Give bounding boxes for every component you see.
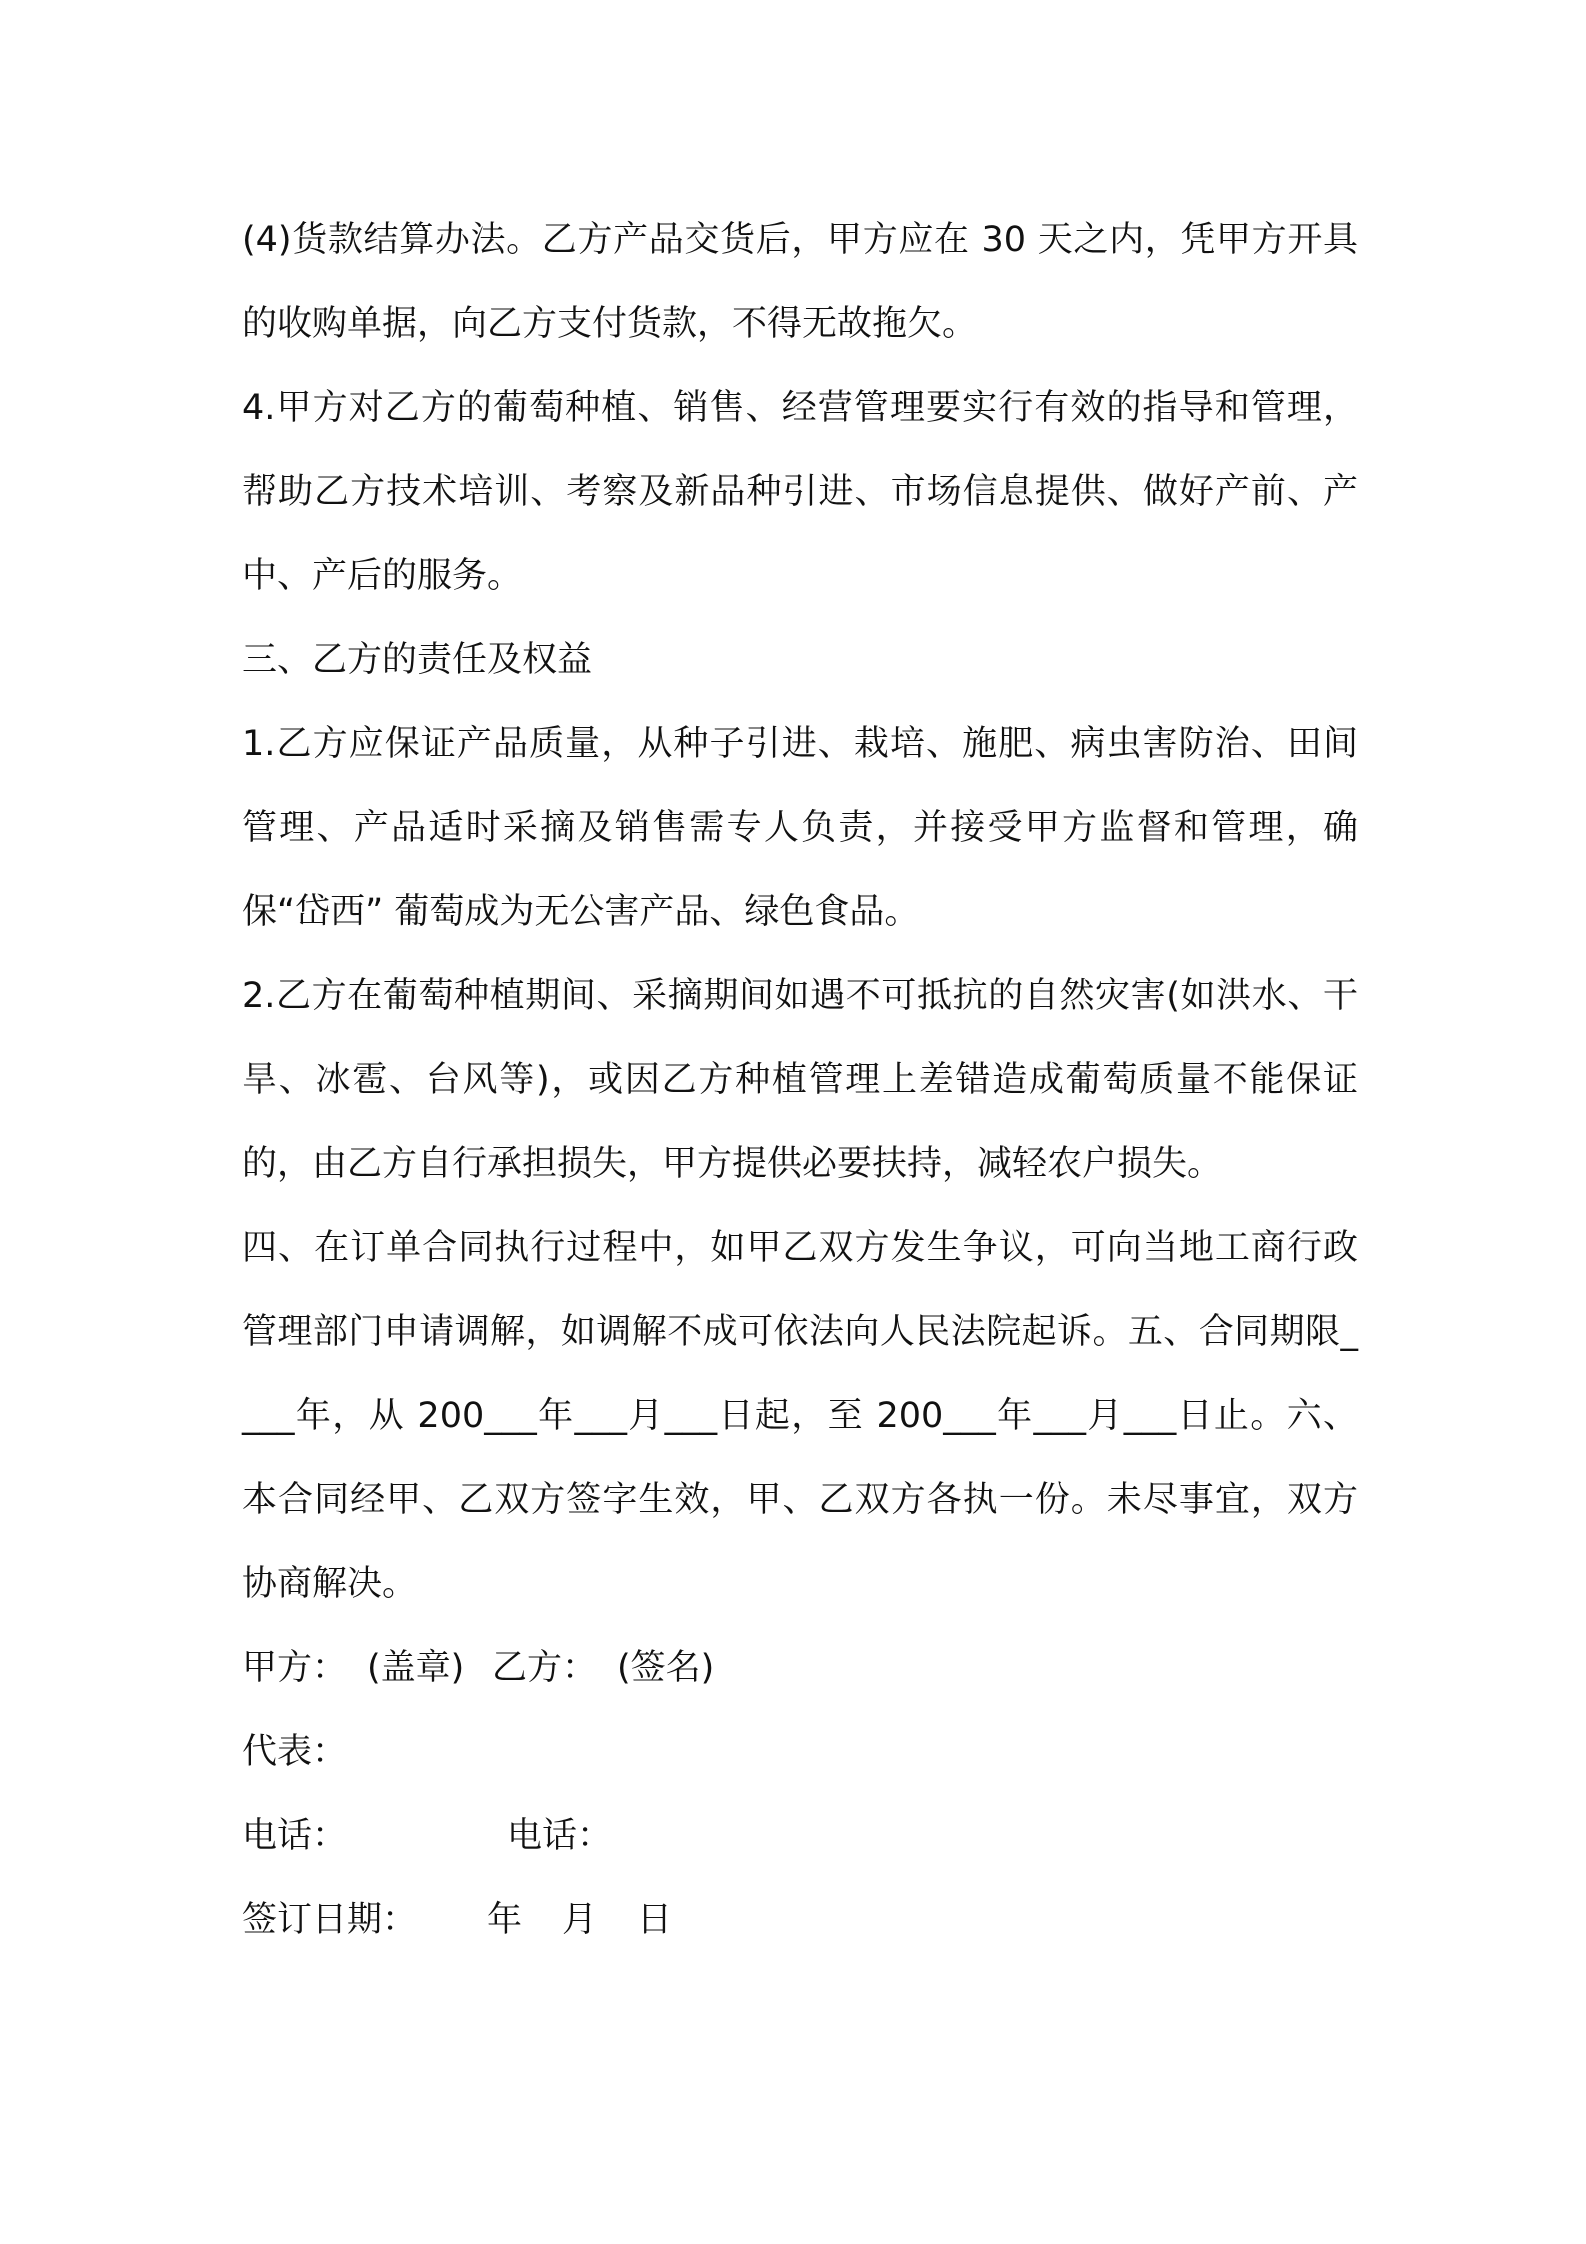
phone-line	[242, 1794, 1358, 1878]
signing-date-label: 签订日期：	[242, 1900, 418, 1940]
party-a-seal: (盖章)	[367, 1648, 465, 1688]
phone-label-b: 电话：	[507, 1816, 613, 1856]
representative-label: 代表：	[242, 1732, 348, 1772]
paragraph-disputes-term-effectiveness: 四、在订单合同执行过程中，如甲乙双方发生争议，可向当地工商行政管理部门申请调解，如调解不成可依法向人民法院起诉。五、合同期限____年，从 200___年___月___日起，至 200___年___月___日止。六、本合同经甲、乙双方签字生效，甲、乙双方各执一份。未尽事宜，双方协商解决。	[242, 1228, 1358, 1604]
signing-date-day: 日	[637, 1900, 673, 1940]
paragraph-natural-disasters: 2.乙方在葡萄种植期间、采摘期间如遇不可抵抗的自然灾害(如洪水、干旱、冰雹、台风等)，或因乙方种植管理上差错造成葡萄质量不能保证的，由乙方自行承担损失，甲方提供必要扶持，减轻农户损失。	[242, 976, 1358, 1184]
signing-date-line	[242, 1878, 1358, 1962]
party-b-sign: (签名)	[617, 1648, 715, 1688]
signature-parties-line	[242, 1626, 1358, 1710]
paragraph-payment-settlement: (4)货款结算办法。乙方产品交货后，甲方应在 30 天之内，凭甲方开具的收购单据，向乙方支付货款，不得无故拖欠。	[242, 220, 1358, 344]
representative-line	[242, 1710, 1358, 1794]
party-b-label: 乙方：	[492, 1648, 598, 1688]
contract-body	[242, 198, 1358, 1962]
phone-label-a: 电话：	[242, 1816, 348, 1856]
paragraph-product-quality: 1.乙方应保证产品质量，从种子引进、栽培、施肥、病虫害防治、田间管理、产品适时采摘及销售需专人负责，并接受甲方监督和管理，确保“岱西” 葡萄成为无公害产品、绿色食品。	[242, 724, 1358, 932]
signing-date-year: 年	[487, 1900, 523, 1940]
section-heading-party-b-responsibilities: 三、乙方的责任及权益	[242, 640, 593, 680]
signing-date-month: 月	[562, 1900, 598, 1940]
party-a-label: 甲方：	[242, 1648, 348, 1688]
paragraph-party-a-guidance: 4.甲方对乙方的葡萄种植、销售、经营管理要实行有效的指导和管理，帮助乙方技术培训、考察及新品种引进、市场信息提供、做好产前、产中、产后的服务。	[242, 388, 1358, 596]
